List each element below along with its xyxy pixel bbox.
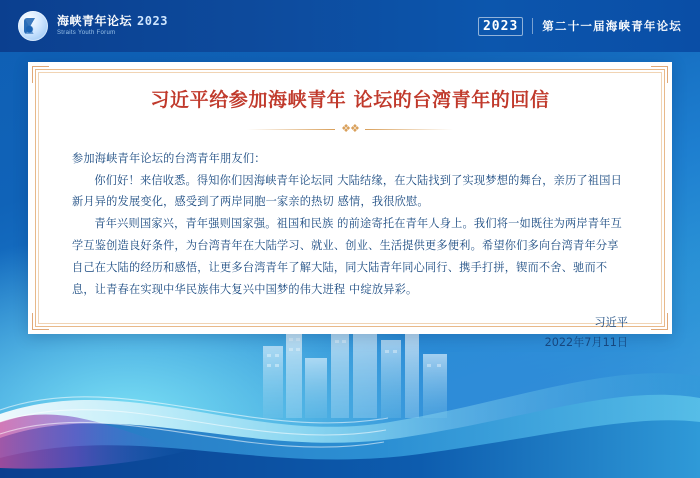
header-divider [532,18,533,34]
divider-line-left [247,129,335,130]
letter-body [72,148,628,301]
letter-title: 习近平给参加海峡青年 论坛的台湾青年的回信 [150,89,550,111]
brand-year: 2023 [137,14,168,29]
divider-line-right [365,129,453,130]
header-forum-title: 第二十一届海峡青年论坛 [542,21,682,33]
signature-date: 2022年7月11日 [544,335,628,349]
brand-text [57,15,168,37]
brand [18,11,168,41]
letter-card [28,62,672,349]
letter-salutation: 参加海峡青年论坛的台湾青年朋友们： [72,151,266,165]
letter-paragraph-1: 你们好！来信收悉。得知你们因海峡青年论坛同 大陆结缘，在大陆找到了实现梦想的舞台，亲历了祖国日新月异的发展变化，感受到了两岸同胞一家亲的热切 感情，我很欣慰。 [72,173,622,209]
letter-signature [72,313,628,353]
header-year-badge: 2023 [478,17,523,36]
brand-title-cn: 海峡青年论坛 [57,14,133,29]
header-right [478,17,682,36]
brand-title-row [57,15,168,28]
letter-content [28,62,672,349]
page-header [0,0,700,52]
ornament-divider [72,124,628,135]
signer-name: 习近平 [594,315,628,329]
divider-knot-icon: ❖❖ [341,122,359,135]
straits-youth-forum-emblem-icon [18,11,48,41]
letter-paragraph-2: 青年兴则国家兴，青年强则国家强。祖国和民族 的前途寄托在青年人身上。我们将一如既往为两岸青年互学互鉴创造良好条件，为台湾青年在大陆学习、就业、创业、生活提供更多便利。希望你们多向台湾青年分享自己在大陆的经历和感悟，让更多台湾青年了解大陆，同大陆青年同心同行、携手打拼，锲而不舍、驰而不息，让青春在实现中华民族伟大复兴中国梦的伟大进程 中绽放异彩。 [72,217,622,296]
brand-title-en: Straits Youth Forum [57,30,116,37]
